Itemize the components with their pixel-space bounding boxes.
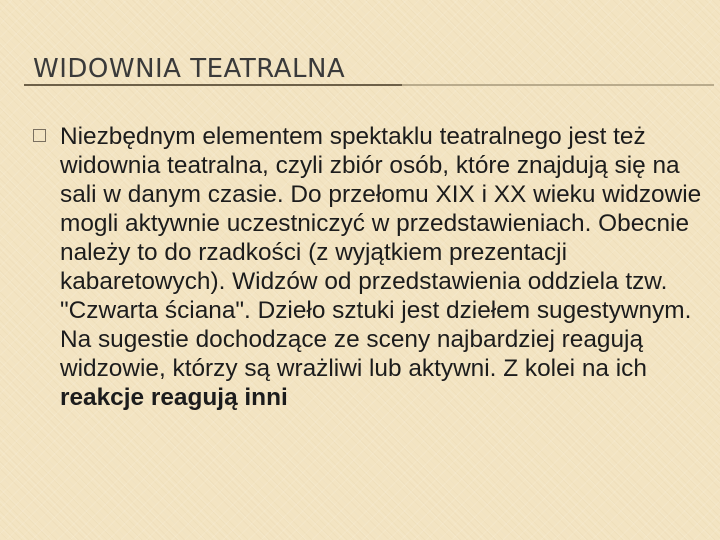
bullet-emphasis-text: reakcje reagują inni [60, 384, 288, 411]
bullet-body-text: Niezbędnym elementem spektaklu teatralnego jest też widownia teatralna, czyli zbiór osób, które znajdują się na sali w danym czasie. Do przełomu XIX i XX wieku widzowie mogli aktywnie uczestniczyć w przedstawieniach. Obecnie należy to do rzadkości (z wyjątkiem prezentacji kabaretowych). Widzów od przedstawienia oddziela tzw. "Czwarta ściana". Dzieło sztuki jest dziełem sugestywnym. Na sugestie dochodzące ze sceny najbardziej reagują widzowie, którzy są wrażliwi lub aktywni. Z kolei na ich [60, 123, 702, 382]
square-bullet-icon [33, 129, 46, 142]
bullet-item [33, 122, 713, 412]
bullet-text [60, 122, 710, 412]
slide-title: WIDOWNIA TEATRALNA [33, 54, 346, 84]
title-underline-accent [24, 84, 402, 86]
